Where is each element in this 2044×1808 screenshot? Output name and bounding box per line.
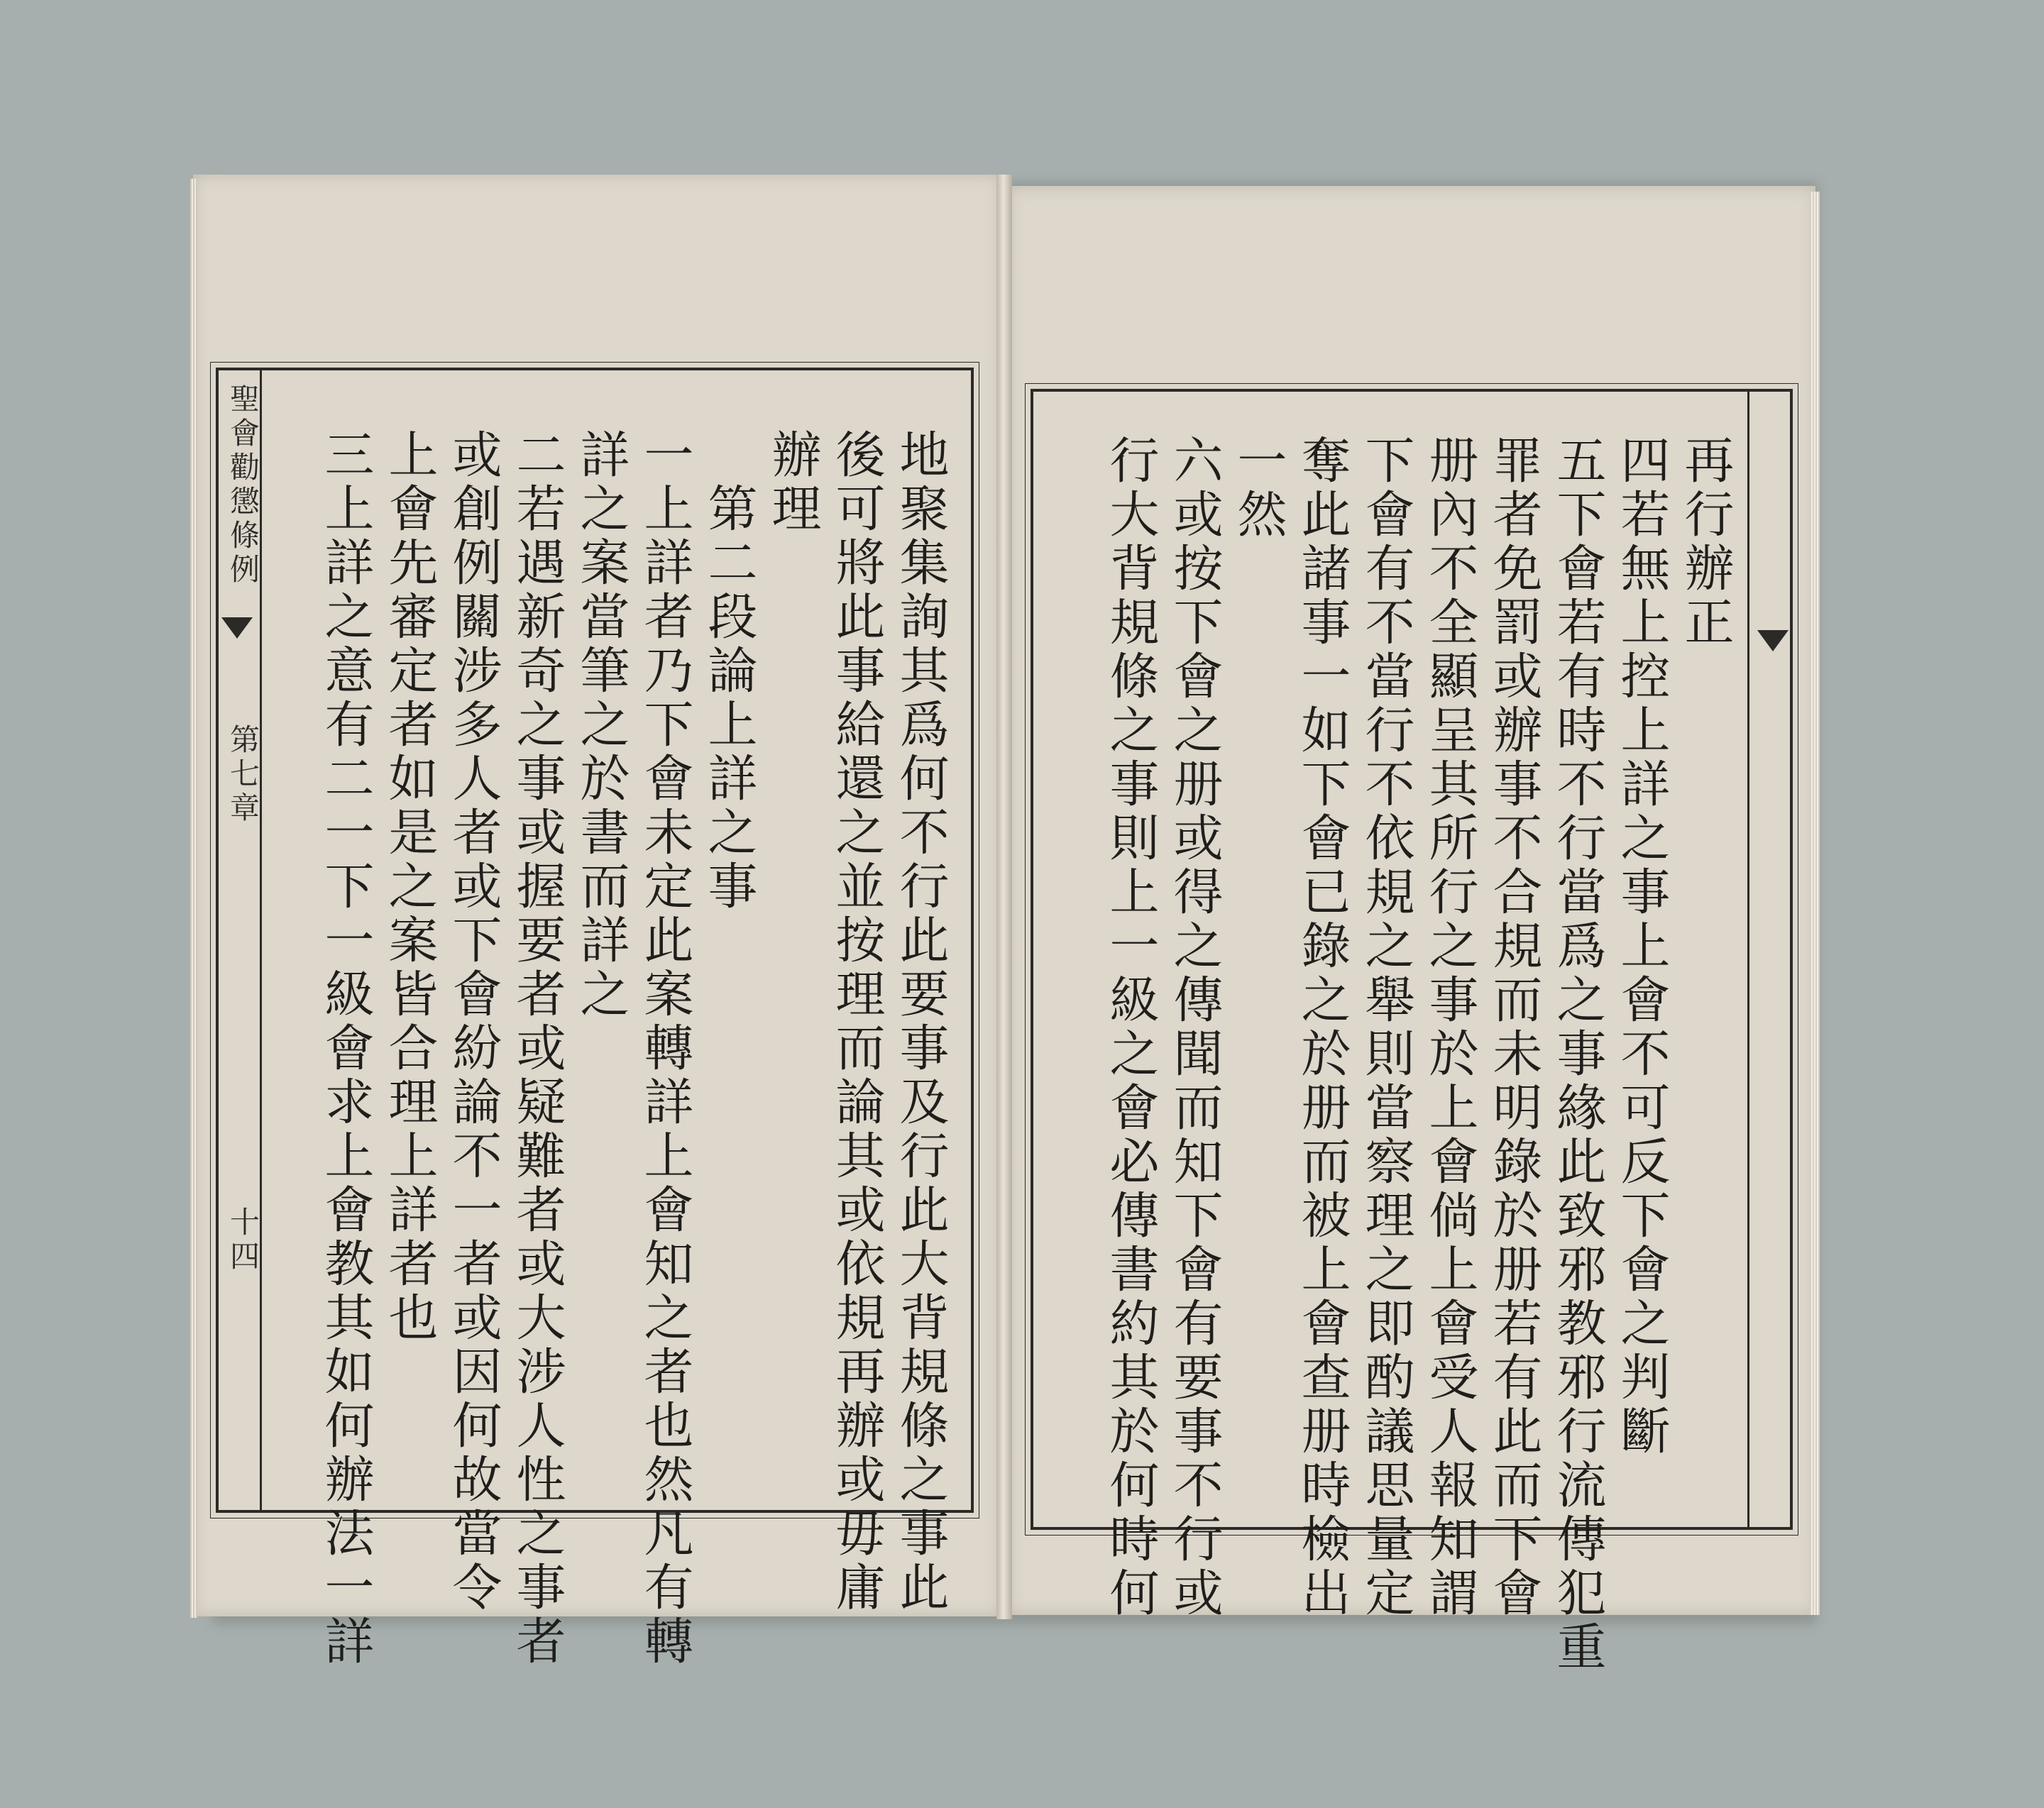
text-column: 六或按下會之册或得之傳聞而知下會有要事不行或 xyxy=(1165,434,1224,1621)
left-page-edges xyxy=(190,179,197,1618)
right-page-edges xyxy=(1810,192,1820,1615)
text-column: 或創例關涉多人者或下會紛論不一者或因何故當令 xyxy=(444,429,502,1615)
text-column: 三上詳之意有二一下一級會求上會教其如何辦法一詳 xyxy=(317,429,375,1669)
text-column: 上會先審定者如是之案皆合理上詳者也 xyxy=(380,429,439,1345)
text-column: 辦理 xyxy=(764,429,822,536)
banxin-title: 聖會勸懲條例 xyxy=(226,383,260,588)
text-column: 後可將此事給還之並按理而論其或依規再辦或毋庸 xyxy=(828,429,886,1615)
text-column: 行大背規條之事則上一級之會必傳書約其於何時何 xyxy=(1101,434,1160,1621)
text-column: 地聚集詢其爲何不行此要事及行此大背規條之事此 xyxy=(891,429,950,1615)
banxin-page-number: 十四 xyxy=(226,1206,260,1274)
book-gutter xyxy=(996,175,1012,1619)
text-column: 一上詳者乃下會未定此案轉詳上會知之者也然凡有轉 xyxy=(636,429,694,1669)
fishtail-mark-left xyxy=(221,617,253,639)
text-column: 詳之案當筆之於書而詳之 xyxy=(572,429,630,1022)
right-banxin-rule xyxy=(1747,392,1749,1527)
text-column: 再行辦正 xyxy=(1676,434,1735,650)
fishtail-mark-right xyxy=(1757,630,1788,651)
text-column: 册內不全顯呈其所行之事於上會倘上會受人報知謂 xyxy=(1421,434,1479,1621)
text-column: 下會有不當行不依規之舉則當察理之即酌議思量定 xyxy=(1357,434,1415,1621)
section-heading: 第二段論上詳之事 xyxy=(700,483,758,914)
text-column: 罪者免罰或辦事不合規而未明錄於册若有此而下會 xyxy=(1485,434,1543,1621)
text-column: 奪此諸事一如下會已錄之於册而被上會查册時檢出 xyxy=(1293,434,1351,1621)
banxin-chapter: 第七章 xyxy=(226,724,260,826)
text-column: 五下會若有時不行當爲之事緣此致邪教邪行流傳犯重 xyxy=(1549,434,1607,1675)
text-column: 二若遇新奇之事或握要者或疑難者或大涉人性之事者 xyxy=(508,429,566,1669)
text-column: 一然 xyxy=(1229,434,1287,542)
text-column: 四若無上控上詳之事上會不可反下會之判斷 xyxy=(1612,434,1671,1459)
